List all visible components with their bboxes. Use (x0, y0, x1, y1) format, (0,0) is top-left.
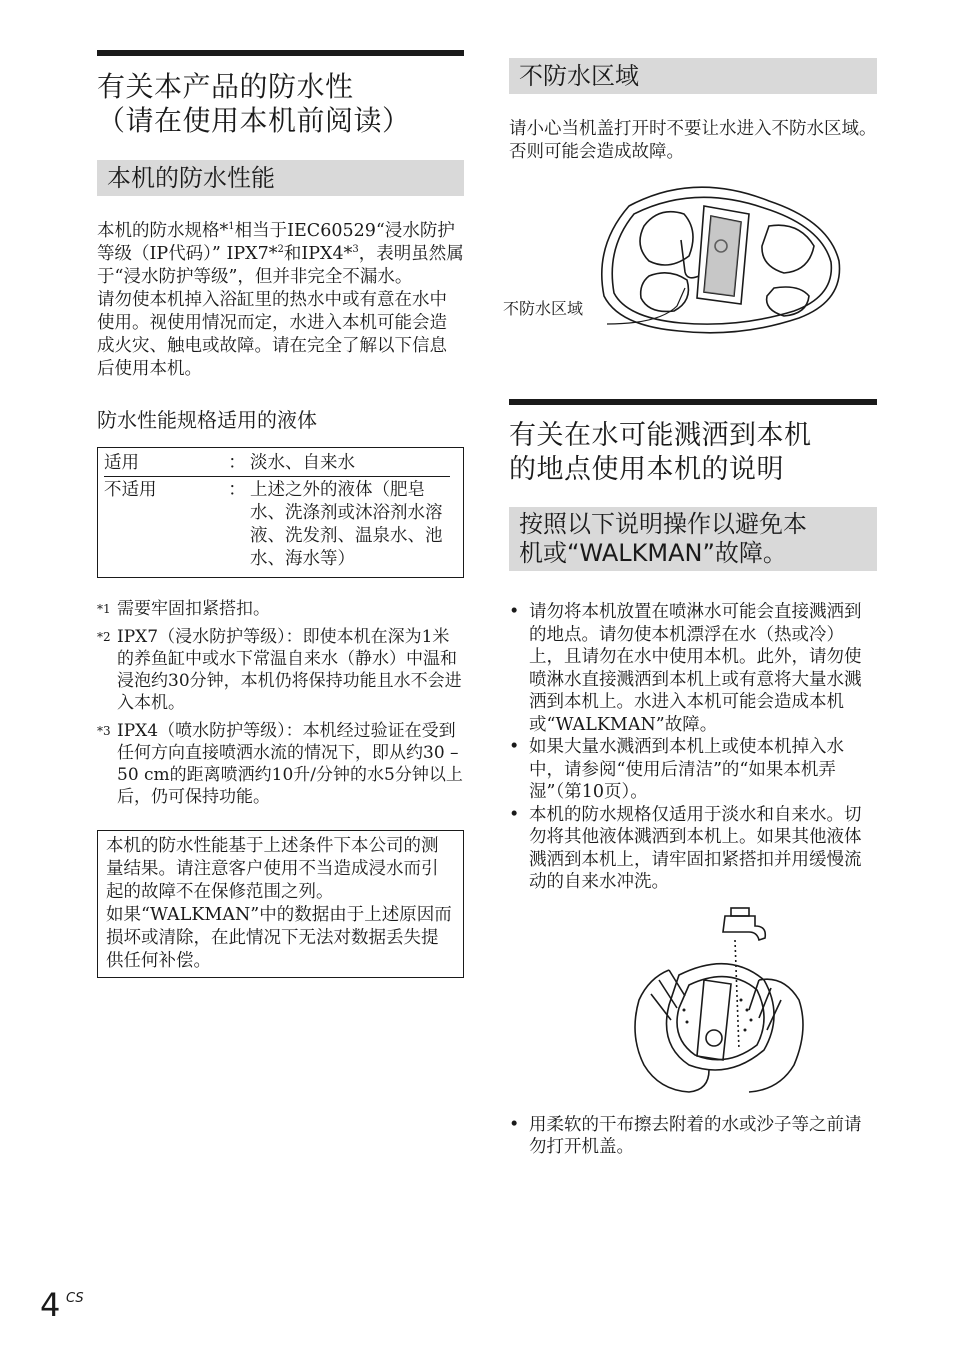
bullet-text: 如果大量水溅洒到本机上或使本机掉入水中，请参阅“使用后清洁”的“如果本机弄湿”（第10页）。 (529, 737, 844, 802)
colon: ： (228, 453, 246, 473)
figure-open-player (503, 176, 877, 341)
liquids-heading: 防水性能规格适用的液体 (97, 408, 317, 432)
waterproof-spec-text (97, 220, 464, 381)
left-column (97, 50, 464, 978)
footnote-mark: *3 (97, 724, 111, 738)
page-number: 4 (40, 1286, 61, 1324)
spec-warning-paragraph: 请勿使本机掉入浴缸里的热水中或有意在水中使用。视使用情况而定，水进入本机可能会造成火灾、触电或故障。请在完全了解以下信息后使用本机。 (97, 290, 447, 379)
page-language-suffix: CS (66, 1291, 84, 1306)
applicable-label: 适用 (104, 453, 139, 473)
bullet-dot: • (509, 804, 520, 825)
footnote-text: IPX4（喷水防护等级）：本机经过验证在受到任何方向直接喷洒水流的情况下，即从约30 – 50 cm的距离喷洒约10升/分钟的水5分钟以上后，仍可保持功能。 (117, 721, 463, 807)
bullet-dot: • (509, 1114, 520, 1135)
section-heading-waterproof-performance: 本机的防水性能 (97, 160, 464, 196)
data-loss-text: 如果“WALKMAN”中的数据由于上述原因而损坏或清除，在此情况下无法对数据丢失提供任何补偿。 (106, 905, 452, 971)
list-item (509, 601, 877, 736)
colon: ： (228, 480, 246, 500)
footnote-mark: *1 (97, 602, 111, 616)
warranty-text: 本机的防水性能基于上述条件下本公司的测量结果。请注意客户使用不当造成浸水而引起的故障不在保修范围之列。 (106, 836, 439, 902)
figure-label: 不防水区域 (503, 299, 584, 318)
list-item (509, 804, 877, 894)
footnote (97, 720, 464, 808)
page-title: 有关本产品的防水性 （请在使用本机前阅读） (97, 70, 411, 137)
figure-rinsing (509, 900, 877, 1100)
table-divider (104, 476, 450, 477)
bullet-text: 请勿将本机放置在喷淋水可能会直接溅洒到的地点。请勿使本机漂浮在水（热或冷）上，且请勿在水中使用本机。此外，请勿使喷淋水直接溅洒到本机上或有意将大量水溅洒到本机上。水进入本机可能会造成本机或“WALKMAN”故障。 (529, 602, 862, 735)
liquids-row-not-applicable (104, 479, 455, 571)
warranty-notice-box (97, 830, 464, 978)
precaution-list (509, 601, 877, 894)
liquids-row-applicable (104, 452, 455, 475)
section2-rule (509, 399, 877, 405)
not-applicable-label: 不适用 (104, 480, 157, 500)
footnote-mark: *2 (97, 630, 111, 644)
footnote-text: IPX7（浸水防护等级）：即使本机在深为1米的养鱼缸中或水下常温自来水（静水）中温和浸泡约30分钟，本机仍将保持功能且水不会进入本机。 (117, 627, 462, 713)
list-item (509, 1114, 877, 1159)
section-heading-non-waterproof-area: 不防水区域 (509, 58, 877, 94)
right-column (503, 58, 877, 1159)
bullet-text: 用柔软的干布擦去附着的水或沙子等之前请勿打开机盖。 (529, 1114, 862, 1157)
rinsing-illustration (509, 900, 877, 1100)
not-applicable-value: 上述之外的液体（肥皂水、洗涤剂或沐浴剂水溶液、洗发剂、温泉水、池水、海水等） (250, 480, 443, 569)
bullet-dot: • (509, 737, 520, 757)
bullet-text: 本机的防水规格仅适用于淡水和自来水。切勿将其他液体溅洒到本机上。如果其他液体溅洒到本机上，请牢固扣紧搭扣并用缓慢流动的自来水冲洗。 (529, 804, 862, 892)
footnote (97, 598, 464, 620)
title-rule (97, 50, 464, 56)
footnotes (97, 598, 464, 808)
liquids-table (97, 447, 464, 578)
spec-paragraph: 本机的防水规格*$^1$相当于IEC60529“浸水防护等级（IP代码）” IPX7*$^2$和IPX4*$^3$，表明虽然属于“浸水防护等级”，但并非完全不漏水。 (97, 221, 464, 287)
applicable-value: 淡水、自来水 (250, 453, 355, 473)
footnote-text: 需要牢固扣紧搭扣。 (117, 599, 270, 619)
bullet-dot: • (509, 602, 520, 622)
section2-title: 有关在水可能溅洒到本机 的地点使用本机的说明 (509, 420, 812, 485)
non-waterproof-text: 请小心当机盖打开时不要让水进入不防水区域。否则可能会造成故障。 (509, 119, 877, 162)
sub-heading-avoid-malfunction: 按照以下说明操作以避免本 机或“WALKMAN”故障。 (509, 507, 877, 571)
footnote (97, 626, 464, 714)
list-item (509, 736, 877, 804)
